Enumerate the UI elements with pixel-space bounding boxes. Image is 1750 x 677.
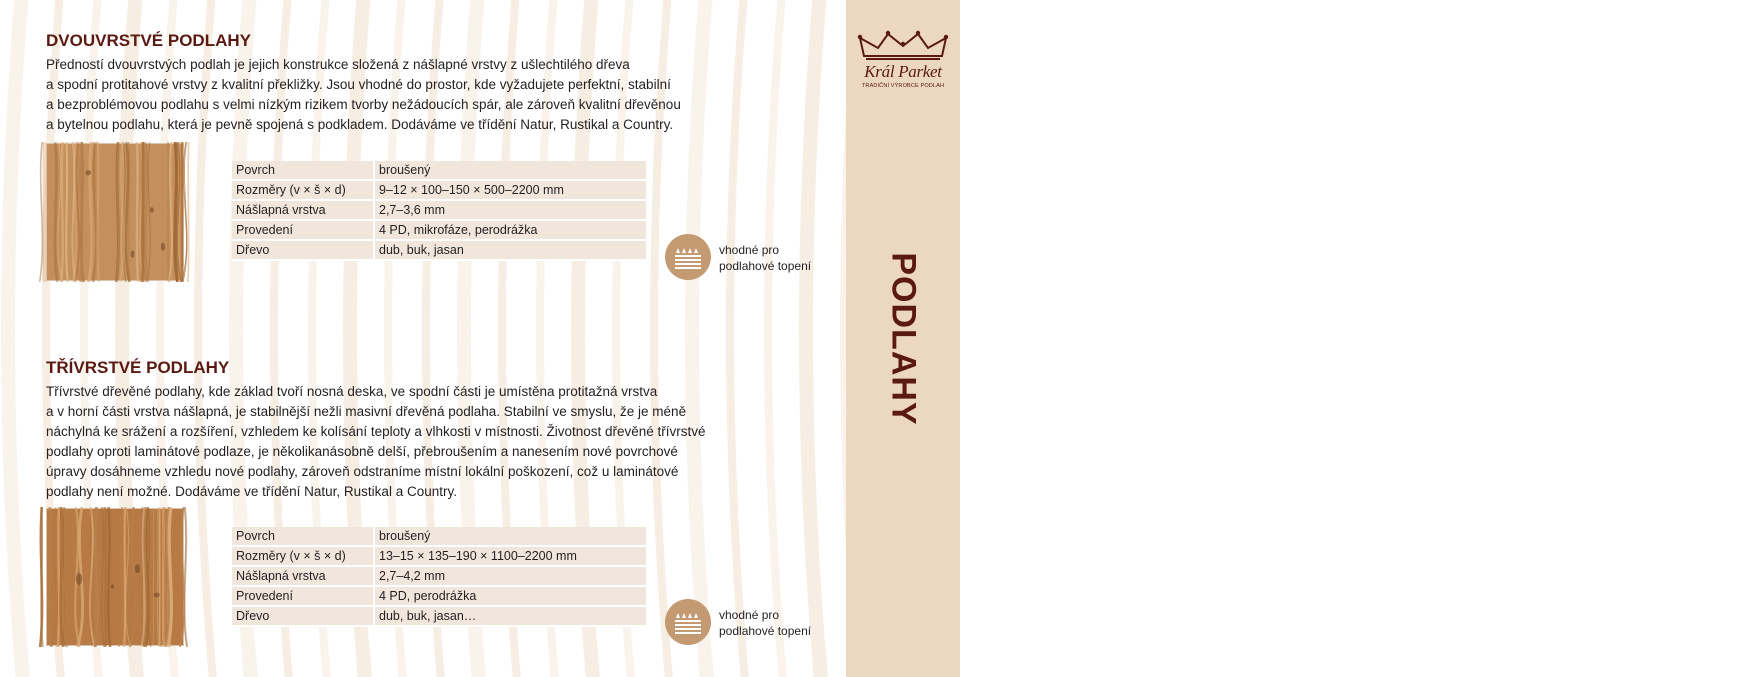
spec-label: Povrch	[232, 527, 373, 545]
logo-subtitle: TRADIČNÍ VÝROBCE PODLAH	[861, 83, 945, 89]
spec-row	[232, 567, 646, 587]
section-title-two-layer: DVOUVRSTVÉ PODLAHY	[46, 31, 251, 50]
heating-note-line: vhodné pro	[719, 243, 780, 257]
underfloor-heating-icon	[665, 234, 711, 280]
spec-row	[232, 201, 646, 221]
spec-label: Nášlapná vrstva	[232, 201, 373, 219]
spec-label: Dřevo	[232, 607, 373, 625]
paragraph-line: podlahy není možné. Dodáváme ve třídění Natur, Rustikal a Country.	[46, 484, 457, 499]
spec-table-three-layer	[232, 527, 646, 627]
heating-note	[719, 242, 811, 274]
spec-label: Rozměry (v × š × d)	[232, 547, 373, 565]
spec-value: broušený	[375, 161, 646, 179]
spec-label: Nášlapná vrstva	[232, 567, 373, 585]
spec-value: dub, buk, jasan…	[375, 607, 646, 625]
logo-name: Král Parket	[864, 62, 942, 81]
spec-label: Provedení	[232, 221, 373, 239]
spec-label: Povrch	[232, 161, 373, 179]
spec-value: dub, buk, jasan	[375, 241, 646, 259]
spec-row	[232, 527, 646, 547]
spec-label: Provedení	[232, 587, 373, 605]
paragraph-line: a v horní části vrstva nášlapná, je stabilnější nežli masivní dřevěná podlaha. Stabilní ve smyslu, že je méně	[46, 404, 687, 419]
paragraph-line: a bezproblémovou podlahu s velmi nízkým rizikem tvorby nežádoucích spár, ale zároveň kvalitní dřevěnou	[46, 97, 681, 112]
heating-note	[719, 607, 811, 639]
paragraph-line: a spodní protitahové vrstvy z kvalitní překližky. Jsou vhodné do prostor, kde vyžadujete perfektní, stabilní	[46, 77, 671, 92]
spec-row	[232, 161, 646, 181]
section-paragraph-two-layer	[46, 55, 816, 135]
section-paragraph-three-layer	[46, 382, 816, 502]
paragraph-line: a bytelnou podlahu, která je pevně spojená s podkladem. Dodáváme ve třídění Natur, Rustikal a Country.	[46, 117, 674, 132]
vertical-section-title: PODLAHY	[884, 252, 923, 426]
heating-note-line: vhodné pro	[719, 608, 780, 622]
paragraph-line: náchylná ke srážení a rozšíření, vzhledem ke kolísání teploty a vlhkosti v místnosti. Životnost dřevěné třívrstvé	[46, 424, 706, 439]
spec-value: 9–12 × 100–150 × 500–2200 mm	[375, 181, 646, 199]
paragraph-line: podlahy oproti laminátové podlaze, je několikanásobně delší, přebroušením a nanesením nové povrchové	[46, 444, 678, 459]
spec-row	[232, 221, 646, 241]
spec-label: Dřevo	[232, 241, 373, 259]
underfloor-heating-icon	[665, 599, 711, 645]
heating-note-line: podlahové topení	[719, 259, 812, 273]
spec-row	[232, 547, 646, 567]
spec-value: broušený	[375, 527, 646, 545]
wood-sample-image	[46, 508, 184, 646]
crown-icon	[856, 30, 950, 62]
spec-row	[232, 241, 646, 261]
wood-sample-image	[46, 143, 184, 281]
paragraph-line: Předností dvouvrstvých podlah je jejich konstrukce složená z nášlapné vrstvy z ušlechtilého dřeva	[46, 57, 630, 72]
spec-row	[232, 587, 646, 607]
page-number: 3	[1741, 629, 1750, 648]
section-title-three-layer: TŘÍVRSTVÉ PODLAHY	[46, 358, 230, 377]
paragraph-line: úpravy dosáhneme vzhledu nové podlahy, zároveň odstraníme místní lokální poškození, což u laminátové	[46, 464, 679, 479]
kral-parket-logo	[856, 30, 950, 92]
spec-label: Rozměry (v × š × d)	[232, 181, 373, 199]
spec-value: 2,7–3,6 mm	[375, 201, 646, 219]
spec-value: 13–15 × 135–190 × 1100–2200 mm	[375, 547, 646, 565]
spec-value: 2,7–4,2 mm	[375, 567, 646, 585]
heating-note-line: podlahové topení	[719, 624, 812, 638]
spec-row	[232, 181, 646, 201]
spec-table-two-layer	[232, 161, 646, 261]
paragraph-line: Třívrstvé dřevěné podlahy, kde základ tvoří nosná deska, ve spodní části je umístěna protitažná vrstva	[46, 384, 658, 399]
spec-row	[232, 607, 646, 627]
spec-value: 4 PD, mikrofáze, perodrážka	[375, 221, 646, 239]
spec-value: 4 PD, perodrážka	[375, 587, 646, 605]
